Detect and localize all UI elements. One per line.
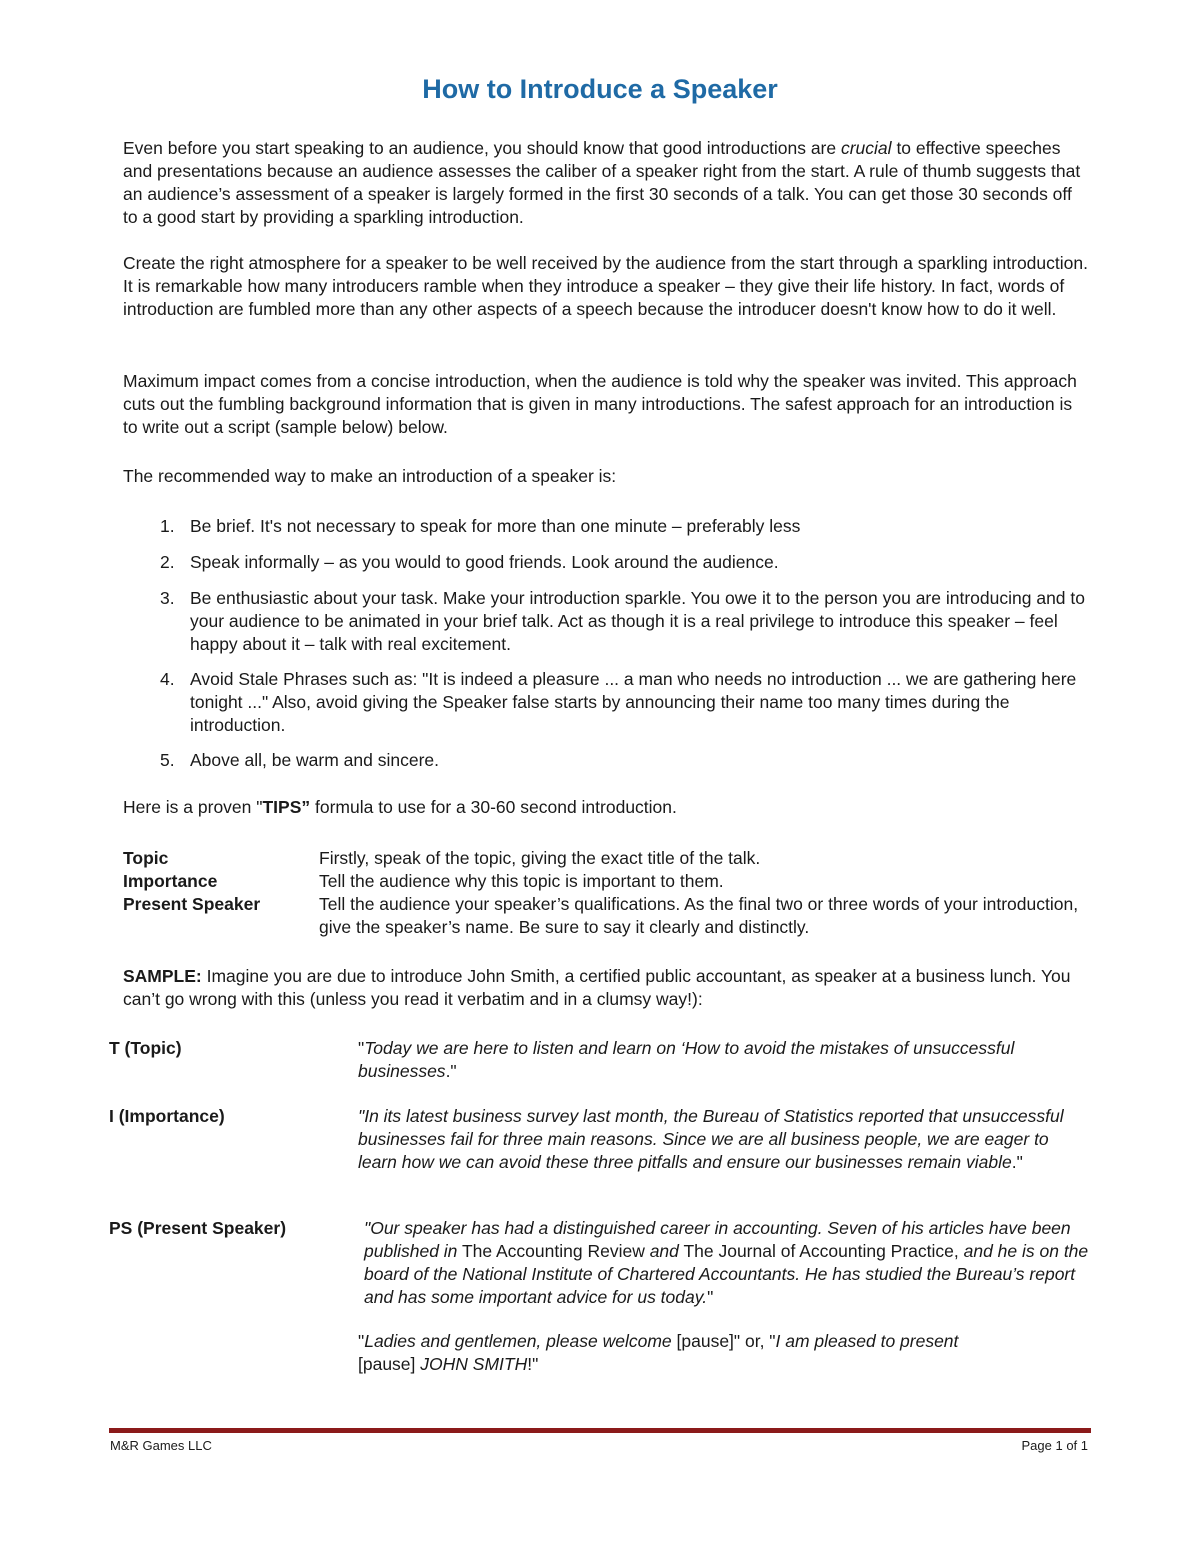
list-item: 5. Above all, be warm and sincere.	[160, 750, 440, 770]
list-item: 2. Speak informally – as you would to good friends. Look around the audience.	[160, 552, 779, 572]
footer-company: M&R Games LLC	[110, 1438, 212, 1453]
page-title: How to Introduce a Speaker	[422, 74, 778, 104]
sample-intro: SAMPLE: Imagine you are due to introduce John Smith, a certified public accountant, as speaker at a business lunch. You can’t go wrong with this (unless you read it verbatim and in a clumsy way!):	[123, 966, 1071, 1009]
table-row: Topic Firstly, speak of the topic, giving the exact title of the talk.	[123, 848, 761, 868]
list-item: 3. Be enthusiastic about your task. Make your introduction sparkle. You owe it to the person you are introducing and to your audience to be animated in your brief talk. Act as though it is a real privilege to introduce this speaker – feel happy about it – talk with real excitement.	[160, 588, 1085, 654]
steps-list	[123, 515, 1088, 784]
sample-row-closing: "Ladies and gentlemen, please welcome [pause]" or, "I am pleased to present [pause] JOHN SMITH!"	[358, 1331, 959, 1374]
sample-row-present-speaker: PS (Present Speaker) "Our speaker has had a distinguished career in accounting. Seven of his articles have been published in The Accounting Review and The Journal of Accounting Practice, and he is on the board of the National Institute of Chartered Accountants. He has studied the Bureau’s report and has some important advice for us today."	[109, 1218, 1089, 1307]
table-row: Importance Tell the audience why this topic is important to them.	[123, 871, 724, 891]
footer-rule	[109, 1428, 1091, 1433]
list-item: 4. Avoid Stale Phrases such as: "It is indeed a pleasure ... a man who needs no introduction ... we are gathering here tonight ..." Also, avoid giving the Speaker false starts by announcing their name too many times during the introduction.	[160, 669, 1077, 735]
formula-intro: Here is a proven "TIPS” formula to use for a 30-60 second introduction.	[123, 797, 677, 817]
list-item: 1. Be brief. It's not necessary to speak for more than one minute – preferably less	[160, 516, 801, 536]
tips-table	[123, 847, 1088, 939]
intro-paragraph-2: Create the right atmosphere for a speaker to be well received by the audience from the start through a sparkling introduction. It is remarkable how many introducers ramble when they introduce a speaker – they give their life history. In fact, words of introduction are fumbled more than any other aspects of a speech because the introducer doesn't know how to do it well.	[123, 253, 1088, 319]
intro-paragraph-1: Even before you start speaking to an audience, you should know that good introductions are crucial to effective speeches and presentations because an audience assesses the caliber of a speaker right from the start. A rule of thumb suggests that an audience’s assessment of a speaker is largely formed in the first 30 seconds of a talk. You can get those 30 seconds off to a good start by providing a sparkling introduction.	[123, 138, 1081, 227]
sample-row-topic: T (Topic) "Today we are here to listen and learn on ‘How to avoid the mistakes of unsuccessful businesses."	[109, 1038, 1015, 1081]
table-row: Present Speaker Tell the audience your speaker’s qualifications. As the final two or three words of your introduction, give the speaker’s name. Be sure to say it clearly and distinctly.	[123, 894, 1079, 937]
footer-page-number: Page 1 of 1	[1021, 1438, 1088, 1453]
intro-paragraph-3: Maximum impact comes from a concise introduction, when the audience is told why the speaker was invited. This approach cuts out the fumbling background information that is given in many introductions. The safest approach for an introduction is to write out a script (sample below) below.	[123, 371, 1077, 437]
sample-row-importance: I (Importance) "In its latest business survey last month, the Bureau of Statistics reported that unsuccessful businesses fail for three main reasons. Since we are all business people, we are eager to learn how we can avoid these three pitfalls and ensure our businesses remain viable."	[109, 1106, 1064, 1172]
intro-paragraph-4: The recommended way to make an introduction of a speaker is:	[123, 466, 617, 486]
